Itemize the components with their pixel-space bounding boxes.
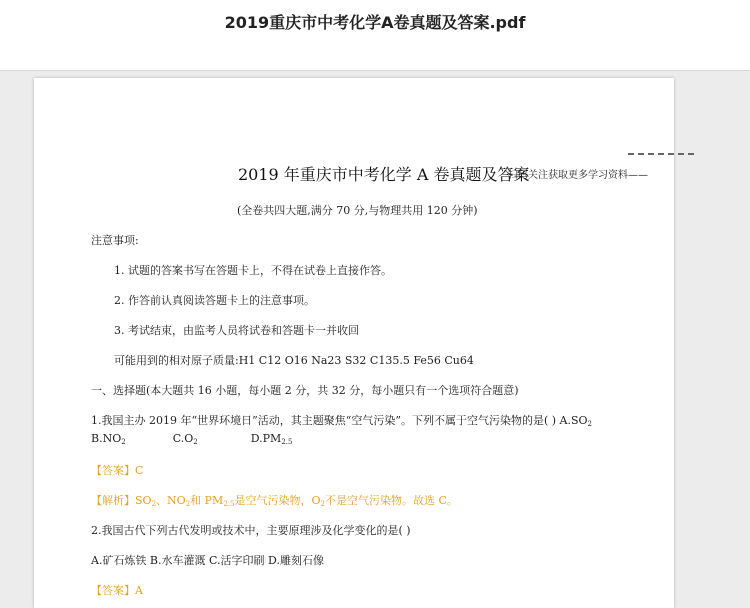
option-d: $D.PM_{2.5}$ xyxy=(250,432,293,446)
notice-item-1: 1. 试题的答案书写在答题卡上，不得在试卷上直接作答。 xyxy=(114,264,392,277)
pdf-page[interactable] xyxy=(34,78,674,608)
viewer-toolbar xyxy=(0,0,750,71)
question-2-stem: 2.我国古代下列古代发明或技术中，主要原理涉及化学变化的是( ) xyxy=(91,524,411,537)
notice-heading: 注意事项: xyxy=(91,234,139,247)
section-heading: 一、选择题(本大题共 16 小题，每小题 2 分，共 32 分，每小题只有一个选项符合题意) xyxy=(91,384,519,397)
question-1-stem: 1.我国主办 2019 年“世界环境日”活动，其主题聚焦“空气污染”。下列不属于空气污染物的是( ) $A.SO_2$ xyxy=(91,414,593,428)
notice-item-2: 2. 作答前认真阅读答题卡上的注意事项。 xyxy=(114,294,315,307)
qr-promo-text: 扫码关注获取更多学习资料—— xyxy=(508,170,648,181)
atomic-masses: 可能用到的相对原子质量:H1 C12 O16 Na23 S32 C135.5 Fe56 Cu64 xyxy=(114,354,474,367)
question-2-options: A.矿石炼铁 B.水车灌溉 C.活字印刷 D.雕刻石像 xyxy=(91,554,324,567)
question-1-analysis: 【解析】$SO_2$、$NO_2$和 $PM_{2.5}$是空气污染物，$O_2$不是空气污染物。故选 C。 xyxy=(91,494,458,508)
option-c: $C.O_2$ xyxy=(172,432,198,446)
option-b: $B.NO_2$ xyxy=(91,432,126,446)
question-2-answer: 【答案】A xyxy=(91,584,143,597)
question-1-answer: 【答案】C xyxy=(91,464,144,477)
qr-corner-mark xyxy=(628,153,694,159)
file-title: 2019重庆市中考化学A卷真题及答案.pdf xyxy=(224,13,526,32)
document-title: 2019 年重庆市中考化学 A 卷真题及答案 xyxy=(238,165,530,184)
question-1-options xyxy=(91,432,292,446)
notice-item-3: 3. 考试结束，由监考人员将试卷和答题卡一并收回 xyxy=(114,324,359,337)
document-subtitle: (全卷共四大题,满分 70 分,与物理共用 120 分钟) xyxy=(237,204,478,217)
